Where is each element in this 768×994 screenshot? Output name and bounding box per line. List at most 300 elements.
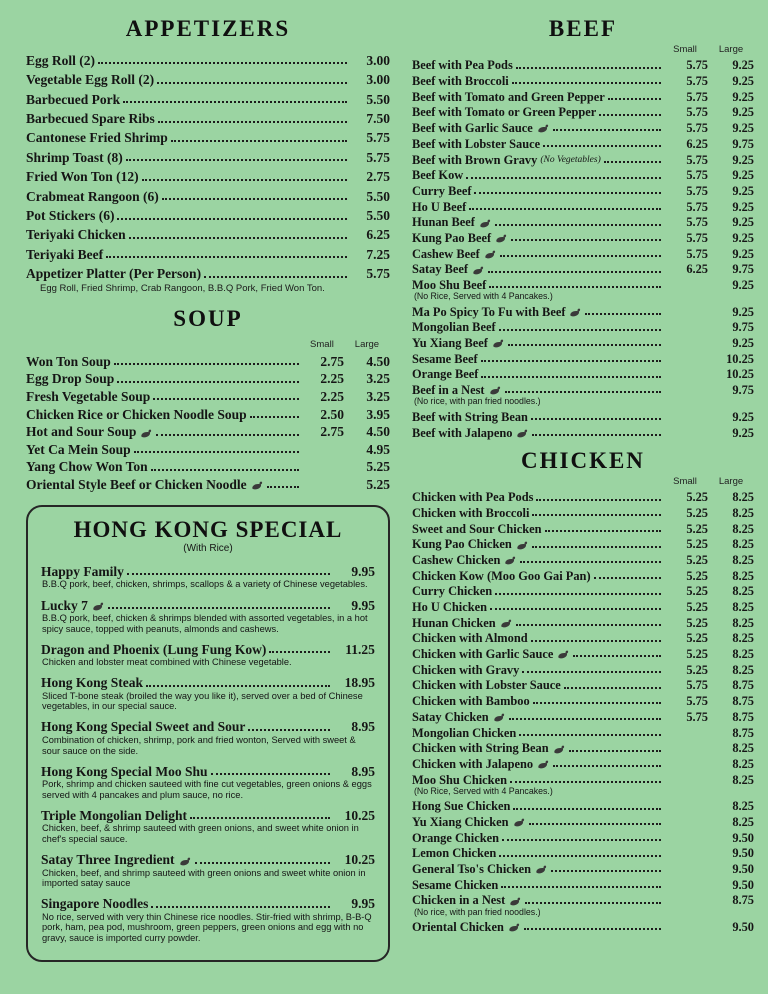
price-small: 5.75 bbox=[686, 183, 708, 198]
chili-pepper-icon bbox=[140, 429, 153, 438]
item-name: Cashew Chicken bbox=[411, 552, 501, 567]
item-name: Kung Pao Chicken bbox=[411, 537, 512, 552]
price-small: 5.75 bbox=[686, 121, 708, 136]
price-small: 5.25 bbox=[686, 537, 708, 552]
dot-leader bbox=[134, 451, 299, 453]
price-large: 8.25 bbox=[732, 537, 754, 552]
menu-item bbox=[412, 261, 754, 277]
menu-item bbox=[412, 829, 754, 845]
chicken-title: CHICKEN bbox=[521, 447, 645, 473]
price-small: 5.75 bbox=[686, 152, 708, 167]
menu-item bbox=[412, 366, 754, 382]
price: 5.50 bbox=[366, 208, 390, 223]
price-small: 5.25 bbox=[686, 615, 708, 630]
dot-leader bbox=[495, 224, 661, 226]
item-name: Shrimp Toast (8) bbox=[26, 149, 123, 165]
item-name: General Tso's Chicken bbox=[411, 862, 532, 877]
dot-leader bbox=[211, 773, 330, 775]
menu-item bbox=[26, 422, 390, 440]
price-small: 5.25 bbox=[686, 584, 708, 599]
menu-item bbox=[26, 262, 390, 281]
menu-item bbox=[412, 88, 754, 104]
dot-leader bbox=[533, 702, 661, 704]
price-large: 9.50 bbox=[732, 862, 754, 877]
price-small: 5.25 bbox=[686, 552, 708, 567]
menu-item bbox=[412, 245, 754, 261]
item-name: Beef with Garlic Sauce bbox=[411, 121, 533, 136]
price-small: 5.75 bbox=[686, 58, 708, 73]
menu-item bbox=[412, 167, 754, 183]
dot-leader bbox=[267, 486, 299, 488]
item-name: Barbecued Spare Ribs bbox=[26, 111, 155, 127]
chili-pepper-icon bbox=[509, 897, 522, 906]
menu-item bbox=[26, 204, 390, 223]
beef-title: BEEF bbox=[548, 16, 617, 41]
dot-leader bbox=[495, 593, 661, 595]
chili-pepper-icon bbox=[500, 619, 513, 628]
item-name: Hot and Sour Soup bbox=[26, 424, 137, 440]
price-small: 2.25 bbox=[320, 388, 344, 404]
menu-item bbox=[412, 892, 754, 908]
price-large: 9.25 bbox=[732, 74, 754, 89]
item-name: Oriental Style Beef or Chicken Noodle bbox=[26, 476, 247, 492]
item-name: Mongolian Chicken bbox=[411, 725, 517, 740]
menu-item bbox=[412, 845, 754, 861]
chili-pepper-icon bbox=[557, 650, 570, 659]
dot-leader bbox=[512, 82, 661, 84]
appetizers-title: APPETIZERS bbox=[125, 16, 291, 41]
item-name: Chicken with Gravy bbox=[411, 662, 520, 677]
item-name: Moo Shu Chicken bbox=[411, 772, 507, 787]
dot-leader bbox=[481, 376, 661, 378]
item-name: Ma Po Spicy To Fu with Beef bbox=[411, 304, 566, 319]
dot-leader bbox=[171, 140, 347, 142]
price-large: 9.25 bbox=[732, 246, 754, 261]
menu-item bbox=[412, 583, 754, 599]
item-name: Ho U Chicken bbox=[411, 600, 487, 615]
dot-leader bbox=[108, 607, 330, 609]
dot-leader bbox=[153, 398, 299, 400]
dot-leader bbox=[204, 276, 347, 278]
dot-leader bbox=[158, 121, 347, 123]
item-name: Crabmeat Rangoon (6) bbox=[26, 188, 159, 204]
dot-leader bbox=[489, 286, 661, 288]
price-large: 9.25 bbox=[732, 230, 754, 245]
section-beef bbox=[412, 16, 754, 440]
item-description: Chicken, beef, and shrimp sauteed with green onions and sweet white onion in imported satay sauce bbox=[42, 867, 366, 889]
dot-leader bbox=[551, 870, 661, 872]
dot-leader bbox=[532, 514, 661, 516]
price-large: 9.25 bbox=[732, 199, 754, 214]
dot-leader bbox=[553, 765, 661, 767]
menu-item bbox=[26, 352, 390, 370]
item-name: Won Ton Soup bbox=[26, 353, 111, 369]
menu-item bbox=[412, 814, 754, 830]
item-name: Dragon and Phoenix (Lung Fung Kow) bbox=[41, 641, 267, 657]
item-name: Yu Xiang Beef bbox=[411, 336, 488, 351]
chili-pepper-icon bbox=[553, 745, 566, 754]
menu-item bbox=[412, 552, 754, 568]
item-name: Hong Kong Steak bbox=[41, 675, 144, 691]
item-name: Beef with Tomato or Green Pepper bbox=[411, 105, 597, 120]
item-name: Chicken in a Nest bbox=[411, 893, 506, 908]
item-name: Chicken with Bamboo bbox=[411, 694, 530, 709]
price-large: 9.25 bbox=[732, 215, 754, 230]
menu-item bbox=[412, 771, 754, 787]
beef-list bbox=[412, 57, 754, 440]
price-large: 8.75 bbox=[732, 709, 754, 724]
price-large: 10.25 bbox=[726, 351, 754, 366]
price-large: 8.25 bbox=[732, 600, 754, 615]
chili-pepper-icon bbox=[92, 602, 105, 611]
menu-item bbox=[41, 674, 375, 691]
price-large: 9.25 bbox=[732, 58, 754, 73]
price: 9.95 bbox=[351, 896, 375, 912]
item-name: Beef with Brown Gravy bbox=[411, 152, 538, 167]
item-name: Cantonese Fried Shrimp bbox=[26, 130, 168, 146]
menu-item bbox=[41, 596, 375, 613]
large-column-header: Large bbox=[718, 475, 744, 487]
item-subnote: (No Rice, Served with 4 Pancakes.) bbox=[413, 291, 553, 302]
dot-leader bbox=[466, 177, 661, 179]
price-large: 5.25 bbox=[366, 459, 390, 475]
dot-leader bbox=[117, 381, 299, 383]
price-small: 5.75 bbox=[686, 215, 708, 230]
price-large: 9.25 bbox=[732, 409, 754, 424]
price-small: 2.25 bbox=[320, 371, 344, 387]
menu-item bbox=[412, 489, 754, 505]
menu-item bbox=[26, 224, 390, 243]
item-note: (No Vegetables) bbox=[540, 154, 601, 165]
chili-pepper-icon bbox=[516, 429, 529, 438]
dot-leader bbox=[516, 67, 661, 69]
item-name: Teriyaki Chicken bbox=[26, 227, 126, 243]
chili-pepper-icon bbox=[513, 818, 526, 827]
dot-leader bbox=[509, 718, 661, 720]
price-large: 9.25 bbox=[732, 183, 754, 198]
menu-item bbox=[412, 408, 754, 424]
price: 7.50 bbox=[366, 111, 390, 127]
price-large: 4.50 bbox=[366, 353, 390, 369]
chili-pepper-icon bbox=[484, 250, 497, 259]
soup-title: SOUP bbox=[173, 305, 243, 331]
menu-item bbox=[412, 661, 754, 677]
menu-item bbox=[412, 599, 754, 615]
soup-list bbox=[26, 352, 390, 493]
price-large: 8.25 bbox=[732, 490, 754, 505]
menu-item bbox=[26, 88, 390, 107]
price: 9.95 bbox=[351, 563, 375, 579]
item-name: Moo Shu Beef bbox=[411, 278, 487, 293]
item-name: Lemon Chicken bbox=[411, 846, 497, 861]
item-name: Triple Mongolian Delight bbox=[41, 807, 188, 823]
item-name: Chicken with Garlic Sauce bbox=[411, 647, 554, 662]
item-name: Mongolian Beef bbox=[411, 320, 496, 335]
item-name: Ho U Beef bbox=[411, 199, 467, 214]
item-name: Egg Roll (2) bbox=[26, 52, 95, 68]
menu-item bbox=[26, 165, 390, 184]
menu-item bbox=[41, 806, 375, 823]
menu-item bbox=[412, 198, 754, 214]
dot-leader bbox=[564, 687, 661, 689]
item-name: Satay Three Ingredient bbox=[41, 852, 175, 868]
dot-leader bbox=[536, 499, 661, 501]
menu-item bbox=[412, 183, 754, 199]
item-name: Yu Xiang Chicken bbox=[411, 814, 509, 829]
dot-leader bbox=[499, 855, 661, 857]
menu-item bbox=[412, 798, 754, 814]
item-name: Orange Beef bbox=[411, 367, 479, 382]
dot-leader bbox=[569, 750, 661, 752]
menu-item bbox=[412, 382, 754, 398]
item-name: Pot Stickers (6) bbox=[26, 208, 115, 223]
price-large: 8.25 bbox=[732, 647, 754, 662]
dot-leader bbox=[543, 145, 661, 147]
dot-leader bbox=[129, 237, 347, 239]
item-name: Happy Family bbox=[41, 563, 124, 579]
dot-leader bbox=[190, 817, 330, 819]
item-subnote: (No rice, with pan fried noodles.) bbox=[413, 396, 541, 407]
price-large: 4.50 bbox=[366, 424, 390, 440]
dot-leader bbox=[519, 734, 661, 736]
dot-leader bbox=[529, 823, 661, 825]
price-small: 5.75 bbox=[686, 105, 708, 120]
chili-pepper-icon bbox=[508, 923, 521, 932]
left-column bbox=[26, 14, 390, 962]
price-small: 5.25 bbox=[686, 568, 708, 583]
dot-leader bbox=[585, 313, 661, 315]
menu-item bbox=[26, 387, 390, 405]
price: 5.50 bbox=[366, 188, 390, 204]
price-small: 5.75 bbox=[686, 678, 708, 693]
menu-item bbox=[26, 457, 390, 475]
dot-leader bbox=[126, 159, 347, 161]
item-description: B.B.Q pork, beef, chicken & shrimps blended with assorted vegetables, in a hot spicy sauce, topped with peanuts, almonds and cashews. bbox=[42, 613, 368, 634]
price-small: 5.25 bbox=[686, 647, 708, 662]
section-hong-kong-special bbox=[26, 505, 390, 961]
dot-leader bbox=[501, 886, 661, 888]
small-column-header: Small bbox=[310, 338, 334, 350]
item-name: Egg Drop Soup bbox=[26, 371, 115, 387]
item-name: Vegetable Egg Roll (2) bbox=[26, 72, 155, 88]
item-name: Cashew Beef bbox=[411, 246, 480, 261]
hong-kong-special-subtitle: (With Rice) bbox=[183, 543, 233, 555]
price-large: 8.75 bbox=[732, 678, 754, 693]
dot-leader bbox=[114, 363, 299, 365]
dot-leader bbox=[106, 256, 347, 258]
price-large: 9.25 bbox=[732, 425, 754, 440]
dot-leader bbox=[123, 101, 347, 103]
dot-leader bbox=[156, 434, 299, 436]
dot-leader bbox=[162, 198, 347, 200]
price-large: 8.25 bbox=[732, 741, 754, 756]
appetizers-list bbox=[26, 49, 390, 282]
menu-item bbox=[41, 762, 375, 779]
menu-item bbox=[412, 277, 754, 293]
item-name: Yang Chow Won Ton bbox=[26, 459, 148, 475]
price-small: 5.75 bbox=[686, 246, 708, 261]
dot-leader bbox=[525, 902, 661, 904]
item-name: Curry Chicken bbox=[411, 584, 493, 599]
section-appetizers bbox=[26, 16, 390, 294]
menu-item bbox=[412, 319, 754, 335]
chili-pepper-icon bbox=[535, 865, 548, 874]
menu-item bbox=[412, 335, 754, 351]
item-name: Chicken Kow (Moo Goo Gai Pan) bbox=[411, 568, 591, 583]
price-large: 3.95 bbox=[366, 406, 390, 422]
section-soup bbox=[26, 306, 390, 493]
item-description: B.B.Q pork, beef, chicken, shrimps, scallops & a variety of Chinese vegetables. bbox=[42, 579, 368, 590]
menu-item bbox=[412, 505, 754, 521]
menu-item bbox=[412, 120, 754, 136]
dot-leader bbox=[127, 573, 330, 575]
price-large: 9.75 bbox=[732, 383, 754, 398]
dot-leader bbox=[146, 685, 330, 687]
dot-leader bbox=[151, 469, 299, 471]
item-name: Beef with String Bean bbox=[411, 409, 528, 424]
price-large: 9.75 bbox=[732, 262, 754, 277]
dot-leader bbox=[488, 271, 661, 273]
dot-leader bbox=[490, 608, 661, 610]
item-name: Chicken with Lobster Sauce bbox=[411, 678, 561, 693]
section-chicken bbox=[412, 448, 754, 935]
price: 5.75 bbox=[366, 149, 390, 165]
item-name: Chicken with Jalapeno bbox=[411, 756, 534, 771]
dot-leader bbox=[508, 344, 661, 346]
price: 3.00 bbox=[366, 52, 390, 68]
price-small: 5.25 bbox=[686, 490, 708, 505]
chili-pepper-icon bbox=[251, 481, 264, 490]
item-name: Chicken with Broccoli bbox=[411, 505, 530, 520]
price-large: 9.25 bbox=[732, 168, 754, 183]
chili-pepper-icon bbox=[479, 219, 492, 228]
price: 5.75 bbox=[366, 130, 390, 146]
price-small: 5.75 bbox=[686, 168, 708, 183]
dot-leader bbox=[594, 577, 661, 579]
price-large: 9.25 bbox=[732, 336, 754, 351]
price-large: 8.75 bbox=[732, 694, 754, 709]
item-name: Beef in a Nest bbox=[411, 383, 485, 398]
menu-item bbox=[412, 630, 754, 646]
price-large: 8.25 bbox=[732, 521, 754, 536]
price-large: 9.75 bbox=[732, 320, 754, 335]
menu-item bbox=[26, 404, 390, 422]
dot-leader bbox=[474, 192, 661, 194]
price: 10.25 bbox=[344, 807, 375, 823]
right-column bbox=[412, 14, 754, 962]
menu-item bbox=[412, 214, 754, 230]
price-large: 8.25 bbox=[732, 584, 754, 599]
item-name: Kung Pao Beef bbox=[411, 230, 492, 245]
menu-item bbox=[26, 243, 390, 262]
item-name: Singapore Noodles bbox=[41, 896, 149, 912]
large-column-header: Large bbox=[718, 44, 744, 55]
price: 11.25 bbox=[345, 641, 375, 657]
menu-item bbox=[41, 851, 375, 868]
item-name: Chicken with Almond bbox=[411, 631, 528, 646]
item-name: Sweet and Sour Chicken bbox=[411, 521, 542, 536]
item-name: Beef Kow bbox=[411, 168, 464, 183]
dot-leader bbox=[531, 418, 661, 420]
dot-leader bbox=[522, 671, 661, 673]
price-large: 9.50 bbox=[732, 877, 754, 892]
dot-leader bbox=[117, 218, 346, 220]
item-name: Yet Ca Mein Soup bbox=[26, 441, 131, 457]
price-small: 5.25 bbox=[686, 600, 708, 615]
menu-item bbox=[412, 135, 754, 151]
menu-item bbox=[412, 646, 754, 662]
dot-leader bbox=[151, 906, 330, 908]
dot-leader bbox=[516, 624, 661, 626]
dot-leader bbox=[510, 781, 661, 783]
menu-item bbox=[26, 49, 390, 68]
menu-item bbox=[26, 127, 390, 146]
item-name: Orange Chicken bbox=[411, 830, 500, 845]
item-description: No rice, served with very thin Chinese rice noodles. Stir-fried with shrimp, B-B-Q pork, ham, pea pod, mushroom, green peppers, green onions and egg with no gravy, sauce is imported curry powder. bbox=[42, 911, 372, 943]
menu-item bbox=[412, 724, 754, 740]
item-name: Hunan Beef bbox=[411, 215, 475, 230]
menu-item bbox=[412, 677, 754, 693]
menu-item bbox=[412, 614, 754, 630]
beef-price-headers bbox=[412, 44, 754, 55]
dot-leader bbox=[157, 82, 347, 84]
chili-pepper-icon bbox=[492, 339, 505, 348]
price: 10.25 bbox=[344, 852, 375, 868]
small-column-header: Small bbox=[673, 44, 697, 55]
price-large: 9.25 bbox=[732, 278, 754, 293]
price-large: 8.25 bbox=[732, 799, 754, 814]
item-name: Chicken with String Bean bbox=[411, 741, 549, 756]
chili-pepper-icon bbox=[495, 234, 508, 243]
price-large: 8.25 bbox=[732, 772, 754, 787]
price-large: 9.25 bbox=[732, 304, 754, 319]
price-large: 8.25 bbox=[732, 505, 754, 520]
item-name: Hong Sue Chicken bbox=[411, 799, 511, 814]
chili-pepper-icon bbox=[569, 308, 582, 317]
price-small: 5.25 bbox=[686, 631, 708, 646]
item-name: Chicken with Pea Pods bbox=[411, 490, 534, 505]
large-column-header: Large bbox=[354, 338, 380, 350]
price-large: 8.25 bbox=[732, 662, 754, 677]
price-large: 8.25 bbox=[732, 814, 754, 829]
menu-item bbox=[26, 107, 390, 126]
menu-item bbox=[412, 73, 754, 89]
menu-item bbox=[412, 151, 754, 167]
chili-pepper-icon bbox=[472, 266, 485, 275]
price: 7.25 bbox=[366, 246, 390, 262]
menu-item bbox=[26, 185, 390, 204]
item-name: Beef with Tomato and Green Pepper bbox=[411, 89, 605, 104]
dot-leader bbox=[524, 928, 661, 930]
menu-item bbox=[412, 756, 754, 772]
menu-item bbox=[26, 146, 390, 165]
menu-item bbox=[412, 230, 754, 246]
dot-leader bbox=[532, 434, 661, 436]
item-name: Teriyaki Beef bbox=[26, 246, 104, 262]
item-subnote: (No rice, with pan fried noodles.) bbox=[413, 906, 541, 917]
dot-leader bbox=[573, 655, 661, 657]
price-small: 5.25 bbox=[686, 505, 708, 520]
dot-leader bbox=[250, 416, 299, 418]
chili-pepper-icon bbox=[537, 760, 550, 769]
price-large: 9.25 bbox=[732, 105, 754, 120]
dot-leader bbox=[545, 530, 662, 532]
price-large: 4.95 bbox=[366, 441, 390, 457]
price-small: 5.75 bbox=[686, 199, 708, 214]
chili-pepper-icon bbox=[493, 713, 506, 722]
dot-leader bbox=[248, 729, 330, 731]
item-description: Sliced T-bone steak (broiled the way you like it), served over a bed of Chinese vegetables, in our special sauce. bbox=[42, 690, 363, 712]
